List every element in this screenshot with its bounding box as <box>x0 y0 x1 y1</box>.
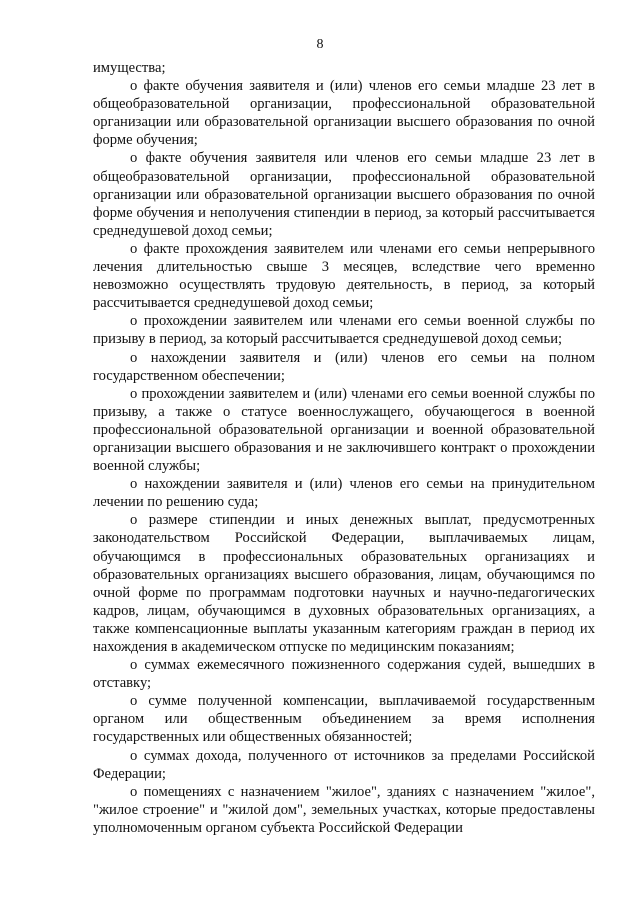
paragraph-military-service: о прохождении заявителем или членами его семьи военной службы по призыву в период, за который рассчитывается среднедушевой доход семьи; <box>93 313 595 348</box>
document-body <box>93 59 595 837</box>
paragraph-compensation: о сумме полученной компенсации, выплачиваемой государственным органом или общественным объединением за время исполнения государственных или общественных обязанностей; <box>93 693 595 746</box>
page-number: 8 <box>316 37 324 52</box>
paragraph-continuous-treatment: о факте прохождения заявителем или членами его семьи непрерывного лечения длительностью свыше 3 месяцев, вследствие чего временно невозможно осуществлять трудовую деятельность, в период, за который рассчитывается среднедушевой доход семьи; <box>93 240 595 312</box>
paragraph-judges-allowance: о суммах ежемесячного пожизненного содержания судей, вышедших в отставку; <box>93 657 595 692</box>
paragraph-education-fact: о факте обучения заявителя и (или) членов его семьи младше 23 лет в общеобразовательной организации, профессиональной образовательной организации или образовательной организации высшего образования по очной форме обучения; <box>93 78 595 149</box>
paragraph-residential-premises: о помещениях с назначением "жилое", зданиях с назначением "жилое", "жилое строение" и "жилой дом", земельных участках, которые предоставлены уполномоченным органом субъекта Российской Федерации <box>93 783 595 836</box>
paragraph-stipend-amount: о размере стипендии и иных денежных выплат, предусмотренных законодательством Российской Федерации, выплачиваемых лицам, обучающимся в профессиональных образовательных организациях и образовательных организациях высшего образования, лицам, обучающимся по очной форме по программам подготовки научных и научно-педагогических кадров, лицам, обучающимся в духовных образовательных организациях, а также компенсационные выплаты указанным категориям граждан в период их нахождения в академическом отпуске по медицинским показаниям; <box>93 512 595 655</box>
paragraph-compulsory-treatment: о нахождении заявителя и (или) членов его семьи на принудительном лечении по решению суда; <box>93 476 595 511</box>
paragraph-education-no-stipend: о факте обучения заявителя или членов его семьи младше 23 лет в общеобразовательной организации, профессиональной образовательной организации или образовательной организации высшего образования по очной форме обучения и неполучения стипендии в период, за который рассчитывается среднедушевой доход семьи; <box>93 150 595 239</box>
paragraph-state-support: о нахождении заявителя и (или) членов его семьи на полном государственном обеспечении; <box>93 349 595 384</box>
paragraph-foreign-income: о суммах дохода, полученного от источников за пределами Российской Федерации; <box>93 747 595 782</box>
paragraph-continuation: имущества; <box>93 60 166 76</box>
paragraph-military-status: о прохождении заявителем и (или) членами его семьи военной службы по призыву, а также о статусе военнослужащего, обучающегося в военной профессиональной образовательной организации и военной образовательной организации высшего образования и не заключившего контракт о прохождении военной службы; <box>93 385 595 475</box>
